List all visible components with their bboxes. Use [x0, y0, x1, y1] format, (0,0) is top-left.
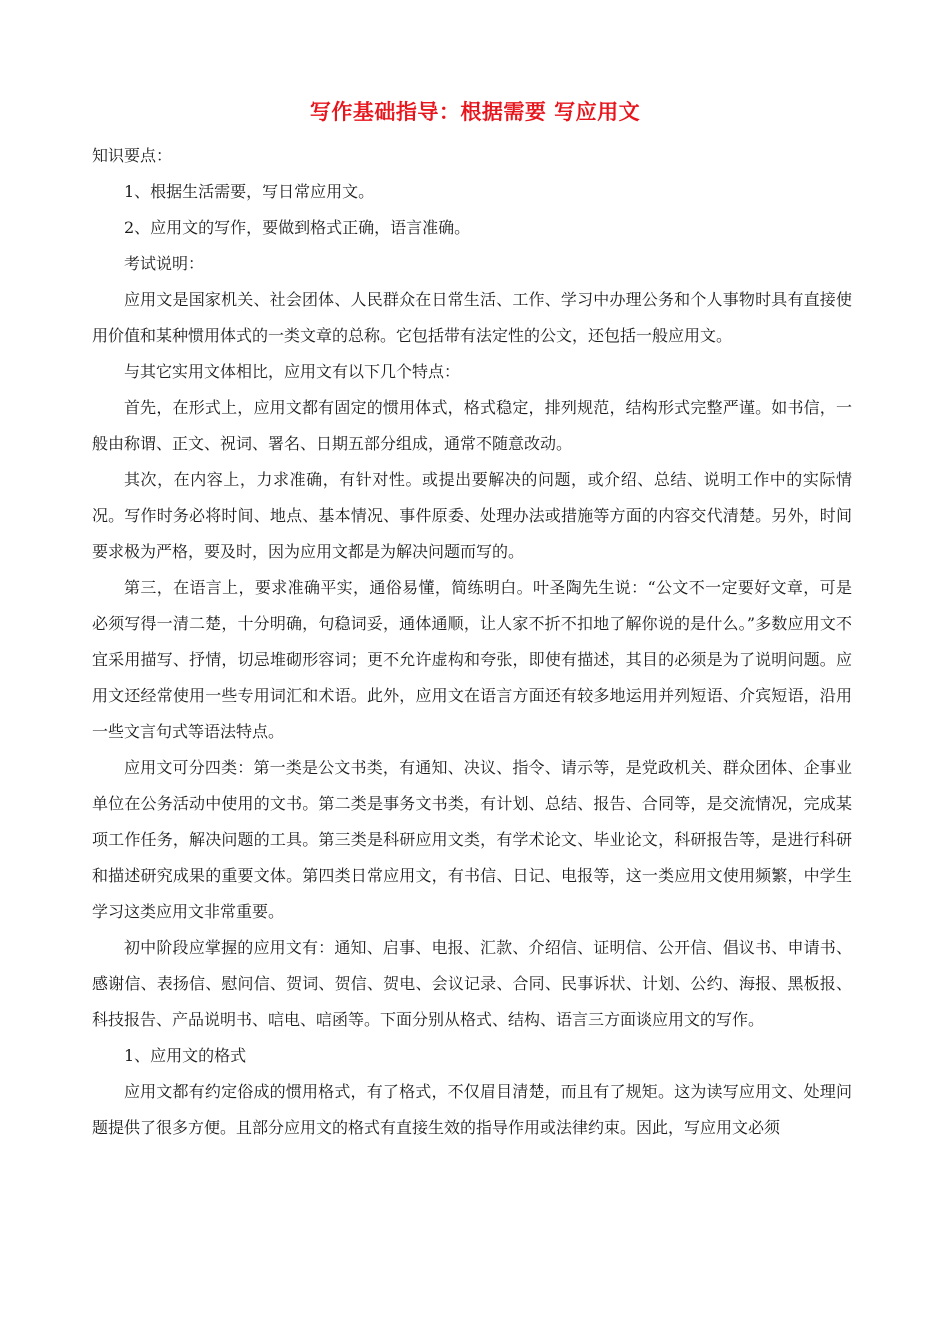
body-paragraph: 应用文是国家机关、社会团体、人民群众在日常生活、工作、学习中办理公务和个人事物时具有直接使用价值和某种惯用体式的一类文章的总称。它包括带有法定性的公文，还包括一般应用文。 [92, 290, 852, 345]
document-title: 写作基础指导：根据需要 写应用文 [309, 99, 641, 124]
body-paragraph: 应用文可分四类：第一类是公文书类，有通知、决议、指令、请示等，是党政机关、群众团体、企事业单位在公务活动中使用的文书。第二类是事务文书类，有计划、总结、报告、合同等，是交流情况，完成某项工作任务，解决问题的工具。第三类是科研应用文类，有学术论文、毕业论文，科研报告等，是进行科研和描述研究成果的重要文体。第四类日常应用文，有书信、日记、电报等，这一类应用文使用频繁，中学生学习这类应用文非常重要。 [92, 758, 852, 921]
body-paragraph: 1、应用文的格式 [124, 1046, 247, 1065]
body-paragraph: 与其它实用文体相比，应用文有以下几个特点： [124, 362, 461, 381]
body-paragraph: 2、应用文的写作，要做到格式正确，语言准确。 [124, 218, 471, 237]
body-paragraph: 其次，在内容上，力求准确，有针对性。或提出要解决的问题，或介绍、总结、说明工作中的实际情况。写作时务必将时间、地点、基本情况、事件原委、处理办法或措施等方面的内容交代清楚。另外，时间要求极为严格，要及时，因为应用文都是为解决问题而写的。 [92, 470, 852, 561]
body-paragraph: 考试说明： [124, 254, 205, 273]
body-paragraph: 1、根据生活需要，写日常应用文。 [124, 182, 375, 201]
body-paragraph: 初中阶段应掌握的应用文有：通知、启事、电报、汇款、介绍信、证明信、公开信、倡议书、申请书、感谢信、表扬信、慰问信、贺词、贺信、贺电、会议记录、合同、民事诉状、计划、公约、海报、黑板报、科技报告、产品说明书、唁电、唁函等。下面分别从格式、结构、语言三方面谈应用文的写作。 [92, 938, 852, 1029]
body-paragraph: 首先，在形式上，应用文都有固定的惯用体式，格式稳定，排列规范，结构形式完整严谨。如书信，一般由称谓、正文、祝词、署名、日期五部分组成，通常不随意改动。 [92, 398, 852, 453]
document-body [92, 138, 852, 1146]
body-paragraph: 知识要点： [92, 146, 173, 165]
body-paragraph: 应用文都有约定俗成的惯用格式，有了格式，不仅眉目清楚，而且有了规矩。这为读写应用文、处理问题提供了很多方便。且部分应用文的格式有直接生效的指导作用或法律约束。因此，写应用文必须 [92, 1082, 852, 1137]
body-paragraph: 第三，在语言上，要求准确平实，通俗易懂，简练明白。叶圣陶先生说：“公文不一定要好文章，可是必须写得一清二楚，十分明确，句稳词妥，通体通顺，让人家不折不扣地了解你说的是什么。”多数应用文不宜采用描写、抒情，切忌堆砌形容词；更不允许虚构和夸张，即使有描述，其目的必须是为了说明问题。应用文还经常使用一些专用词汇和术语。此外，应用文在语言方面还有较多地运用并列短语、介宾短语，沿用一些文言句式等语法特点。 [92, 578, 852, 741]
